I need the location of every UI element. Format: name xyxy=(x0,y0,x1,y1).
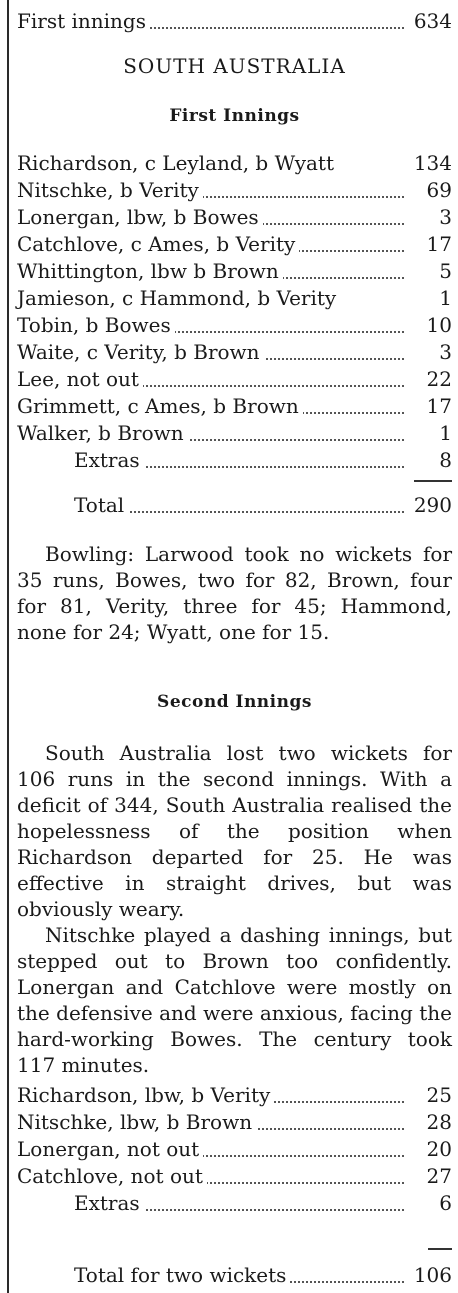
line-label: Jamieson, c Hammond, b Verity xyxy=(17,285,340,311)
batting-line xyxy=(17,231,452,257)
line-label: First innings xyxy=(17,8,150,34)
line-value: 290 xyxy=(406,492,452,518)
line-label: Total xyxy=(74,492,128,518)
total-line xyxy=(74,492,452,518)
column-rule xyxy=(7,0,9,1293)
line-value: 634 xyxy=(406,8,452,34)
line-label: Lonergan, lbw, b Bowes xyxy=(17,204,263,230)
batting-line xyxy=(17,285,452,311)
line-value: 3 xyxy=(406,204,452,230)
total-rule xyxy=(428,1248,452,1250)
batting-line xyxy=(17,1163,452,1189)
line-value: 1 xyxy=(406,420,452,446)
line-label: Nitschke, b Verity xyxy=(17,177,203,203)
total-rule xyxy=(414,480,452,482)
line-label: Lee, not out xyxy=(17,366,143,392)
batting-line xyxy=(17,366,452,392)
batting-line xyxy=(17,312,452,338)
report-paragraph: South Australia lost two wickets for 106 runs in the second innings. With a deficit of 344, South Australia realised the hopelessness of the position when Richardson departed for 25. He was effective in straight drives, but was obviously weary. xyxy=(17,741,452,921)
line-label: Walker, b Brown xyxy=(17,420,188,446)
team-heading: SOUTH AUSTRALIA xyxy=(123,54,346,78)
batting-line xyxy=(17,420,452,446)
line-value: 1 xyxy=(406,285,452,311)
report-paragraph: Nitschke played a dashing innings, but stepped out to Brown too confidently. Lonergan and Catchlove were mostly on the defensive and were anxious, facing the hard-working Bowes. The century took 117 minutes. xyxy=(17,923,452,1077)
line-label: Lonergan, not out xyxy=(17,1136,203,1162)
batting-line xyxy=(17,1109,452,1135)
batting-line xyxy=(17,177,452,203)
extras-line xyxy=(74,447,452,473)
first-innings-heading: First Innings xyxy=(169,106,300,126)
line-label: Extras xyxy=(74,1190,144,1216)
line-value: 3 xyxy=(406,339,452,365)
line-value: 17 xyxy=(406,231,452,257)
line-label: Whittington, lbw b Brown xyxy=(17,258,283,284)
line-value: 20 xyxy=(406,1136,452,1162)
batting-line xyxy=(17,1082,452,1108)
batting-line xyxy=(17,150,452,176)
line-label: Extras xyxy=(74,447,144,473)
batting-line xyxy=(17,204,452,230)
line-value: 6 xyxy=(406,1190,452,1216)
line-label: Richardson, c Leyland, b Wyatt xyxy=(17,150,338,176)
line-value: 8 xyxy=(406,447,452,473)
previous-innings-line xyxy=(17,8,452,34)
line-label: Tobin, b Bowes xyxy=(17,312,175,338)
line-value: 10 xyxy=(406,312,452,338)
batting-line xyxy=(17,1136,452,1162)
line-label: Richardson, lbw, b Verity xyxy=(17,1082,274,1108)
line-value: 25 xyxy=(406,1082,452,1108)
line-label: Total for two wickets xyxy=(74,1262,290,1288)
line-value: 27 xyxy=(406,1163,452,1189)
total-line xyxy=(74,1262,452,1288)
line-label: Nitschke, lbw, b Brown xyxy=(17,1109,256,1135)
line-label: Grimmett, c Ames, b Brown xyxy=(17,393,303,419)
line-label: Catchlove, not out xyxy=(17,1163,207,1189)
second-innings-heading: Second Innings xyxy=(157,692,312,712)
line-value: 134 xyxy=(406,150,452,176)
line-value: 22 xyxy=(406,366,452,392)
line-value: 17 xyxy=(406,393,452,419)
line-value: 69 xyxy=(406,177,452,203)
line-label: Waite, c Verity, b Brown xyxy=(17,339,264,365)
batting-line xyxy=(17,339,452,365)
line-value: 106 xyxy=(406,1262,452,1288)
line-label: Catchlove, c Ames, b Verity xyxy=(17,231,299,257)
extras-line xyxy=(74,1190,452,1216)
line-value: 5 xyxy=(406,258,452,284)
bowling-paragraph: Bowling: Larwood took no wickets for 35 runs, Bowes, two for 82, Brown, four for 81, Verity, three for 45; Hammond, none for 24; Wyatt, one for 15. xyxy=(17,542,452,644)
batting-line xyxy=(17,258,452,284)
line-value: 28 xyxy=(406,1109,452,1135)
batting-line xyxy=(17,393,452,419)
